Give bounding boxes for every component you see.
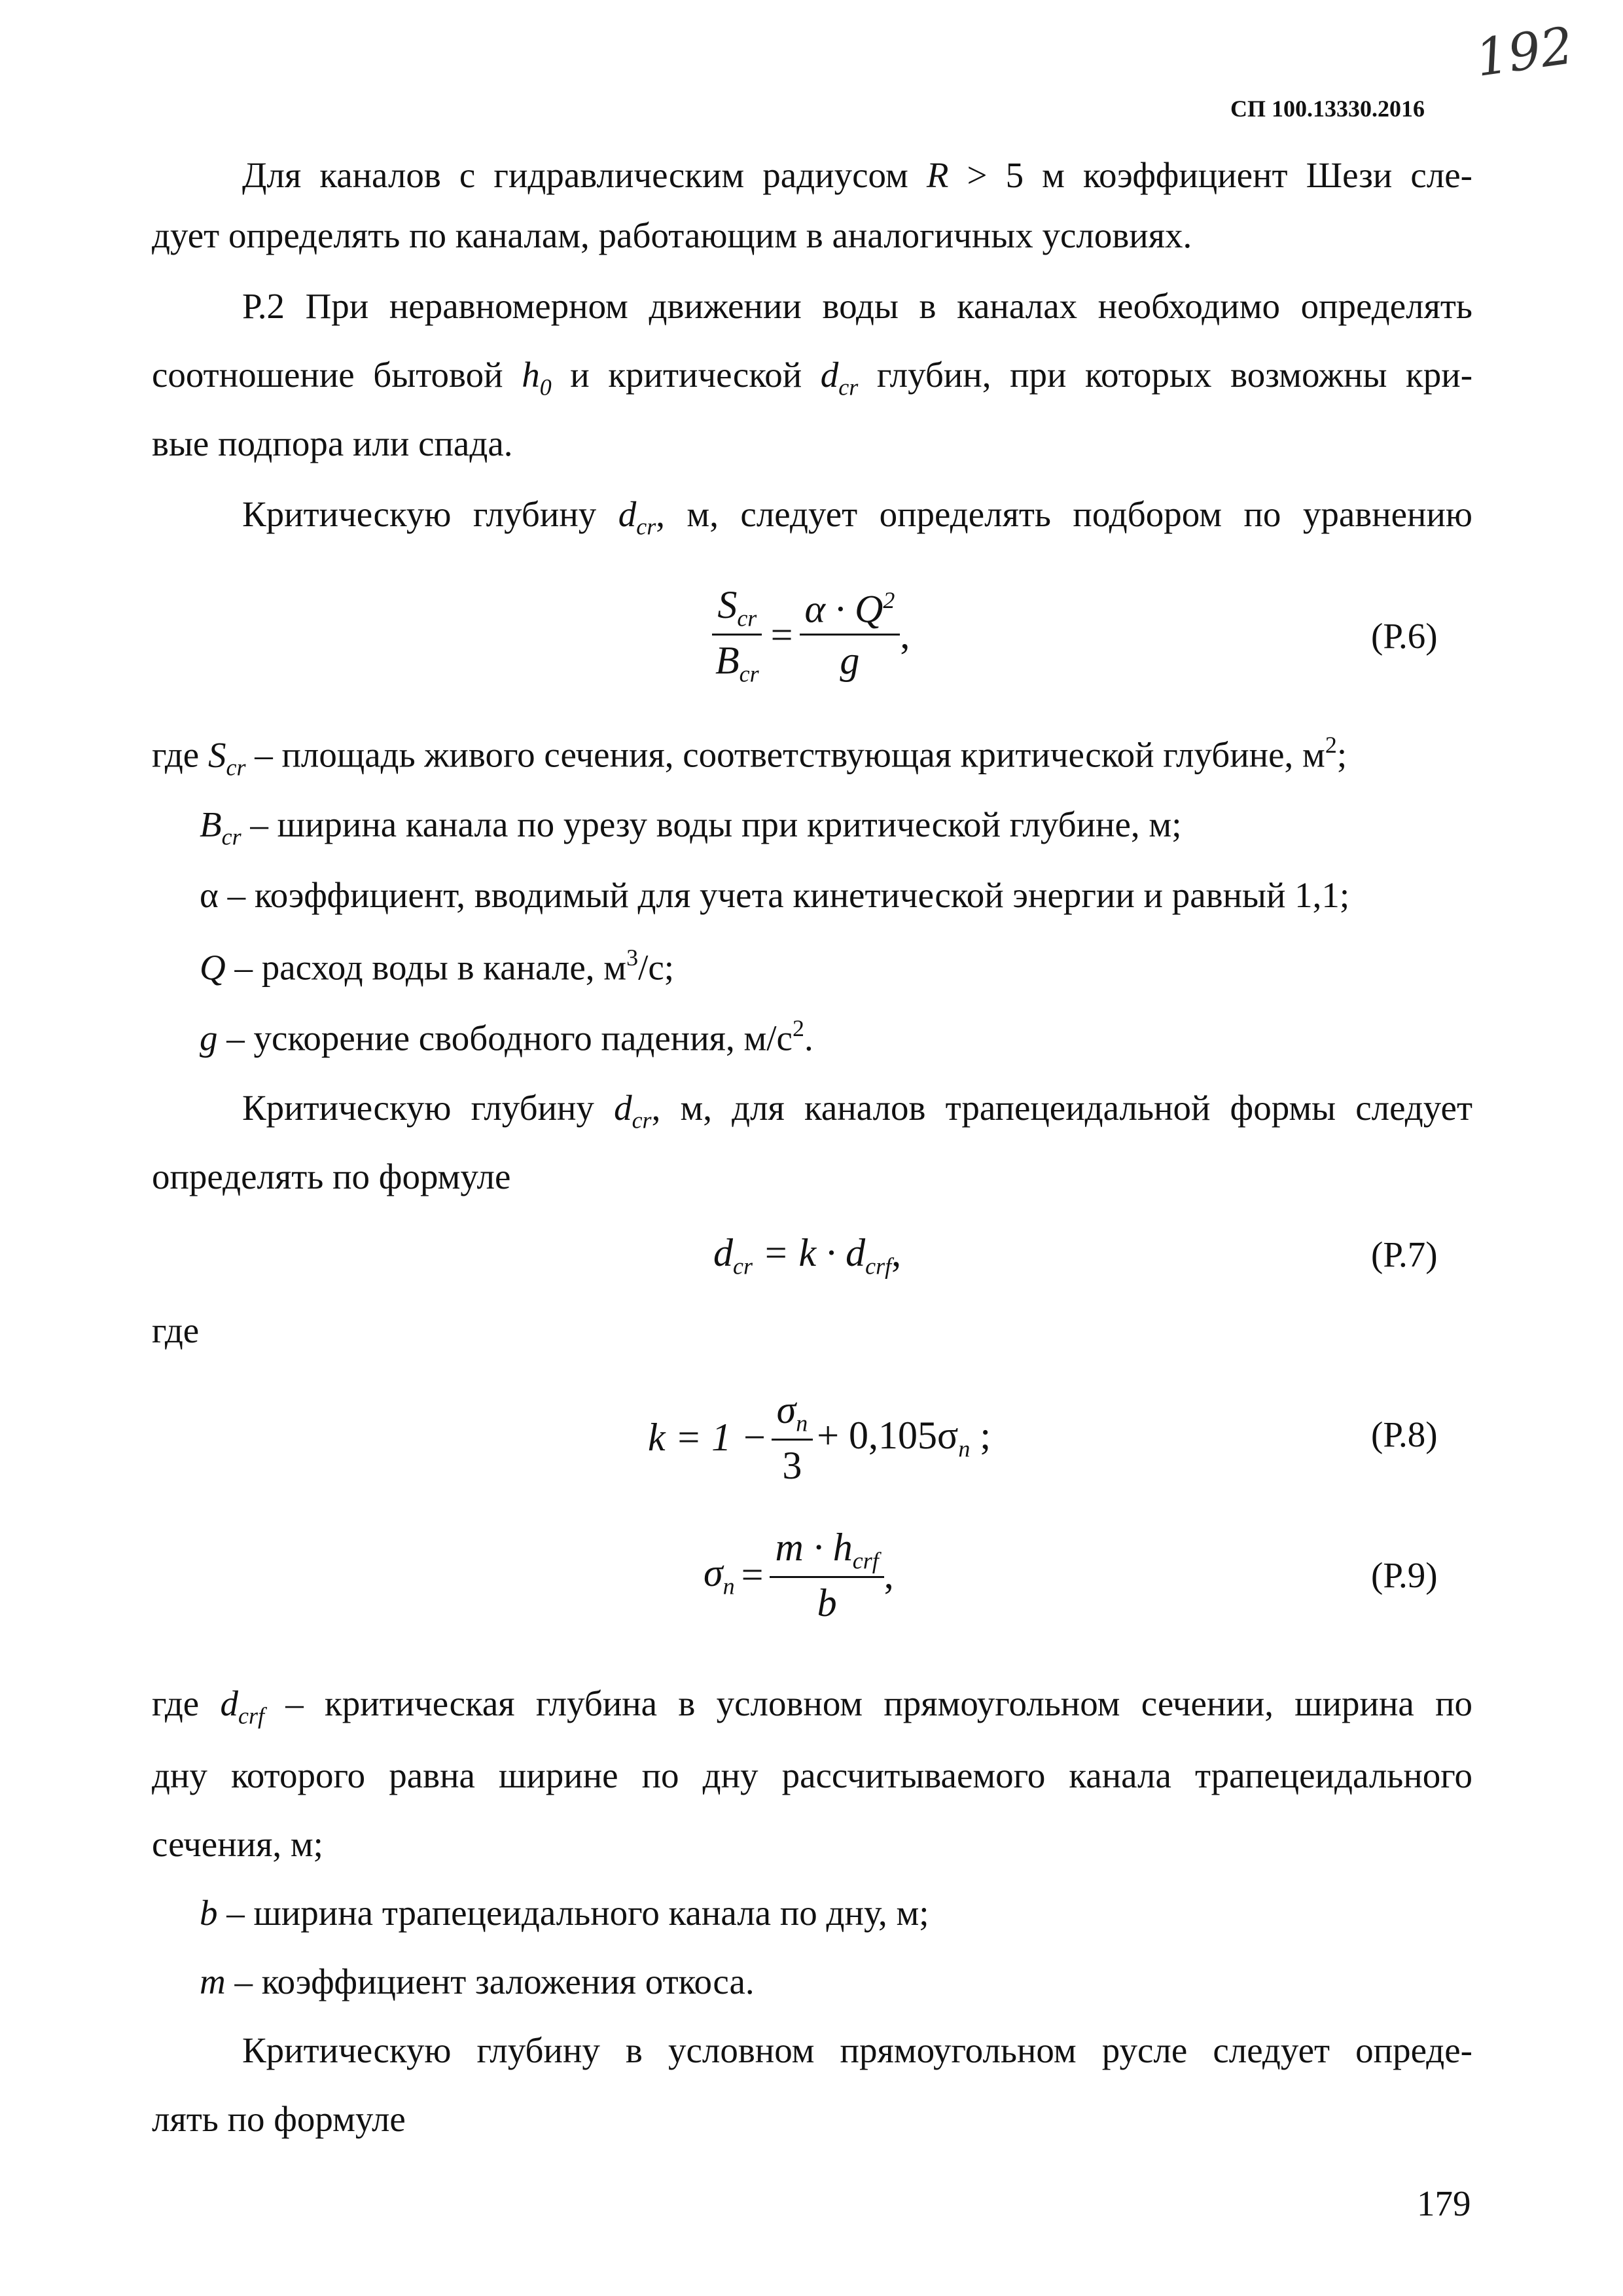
definition-line: сечения, м; <box>152 1824 323 1864</box>
page-number: 179 <box>1417 2183 1471 2223</box>
definition-line: α – коэффициент, вводимый для учета кинетической энергии и равный 1,1; <box>200 875 1350 915</box>
equation-label-p7: (Р.7) <box>1371 1234 1438 1274</box>
equation-label-p6: (Р.6) <box>1371 616 1438 656</box>
paragraph-line: лять по формуле <box>152 2099 406 2139</box>
text: глубин, при которых возможны кри- <box>876 355 1473 395</box>
document-code-header: СП 100.13330.2016 <box>1230 96 1425 122</box>
definition-line: где $d_{crf}$ – критическая глубина в условном прямоугольном сечении, ширина по <box>152 1683 1473 1729</box>
equation-p7: $d_{cr} = k \cdot d_{crf}$, <box>713 1231 902 1280</box>
paragraph-line: Р.2 При неравномерном движении воды в каналах необходимо определять <box>242 286 1472 326</box>
paragraph-line: Критическую глубину в условном прямоугольном русле следует опреде- <box>242 2030 1472 2070</box>
math-h0: $h_0$ <box>522 355 552 401</box>
definition-line: g – ускорение свободного падения, $м/с^2$. <box>200 1015 813 1058</box>
paragraph-line: вые подпора или спада. <box>152 423 513 463</box>
paragraph-line: определять по формуле <box>152 1157 511 1196</box>
handwritten-page-mark: 192 <box>1472 16 1577 88</box>
equation-p9: $\sigma_n$ = $\frac{m \cdot h_{crf}}{b}$ , <box>704 1526 894 1624</box>
text: и критической <box>570 355 802 395</box>
text: Для каналов с гидравлическим радиусом <box>242 155 908 195</box>
equals-sign: = <box>770 613 793 656</box>
fraction-alpha-q2-over-g: $\frac{\alpha \cdot Q^2}{g}$ <box>800 586 901 683</box>
math-dcr: $d_{cr}$ <box>820 355 859 401</box>
where-word: где <box>152 1310 200 1350</box>
paragraph-line <box>242 157 1472 193</box>
paragraph-line <box>152 357 1472 399</box>
fraction-mh-over-b: $\frac{m \cdot h_{crf}}{b}$ <box>770 1525 883 1626</box>
paragraph-line: дует определять по каналам, работающим в аналогичных условиях. <box>152 215 1192 255</box>
fraction-s-over-b: $\frac{S_{cr}}{B_{cr}}$ <box>710 583 764 687</box>
equation-p8: k = 1 − $\frac{\sigma_n}{3}$ + $0,105\sigma_n$ ; <box>648 1388 991 1487</box>
definition-line: b – ширина трапецеидального канала по дну, м; <box>200 1893 929 1933</box>
punct: , <box>900 613 910 656</box>
paragraph-line <box>242 496 1472 539</box>
definition-line: Q – расход воды в канале, $м^3/с$; <box>200 944 675 988</box>
text: , м, следует определять подбором по уравнению <box>656 494 1473 534</box>
text: Критическую глубину <box>242 494 597 534</box>
equation-label-p8: (Р.8) <box>1371 1414 1438 1454</box>
definition-line: дну которого равна ширине по дну рассчитываемого канала трапецеидального <box>152 1755 1472 1795</box>
paragraph-line: Критическую глубину $d_{cr}$, м, для каналов трапецеидальной формы следует <box>242 1088 1472 1134</box>
text: соотношение бытовой <box>152 355 503 395</box>
fraction-sigma-over-3: $\frac{\sigma_n}{3}$ <box>772 1388 813 1488</box>
math-var: R <box>926 155 949 195</box>
math-dcr: $d_{cr}$ <box>618 494 656 540</box>
definition-line: $B_{cr}$ – ширина канала по урезу воды при критической глубине, м; <box>200 804 1182 850</box>
equation-label-p9: (Р.9) <box>1371 1555 1438 1595</box>
equation-p6 <box>710 583 910 687</box>
definition-line: где $S_{cr}$ – площадь живого сечения, соответствующая критической глубине, $м^2$; <box>152 732 1347 781</box>
definition-line: m – коэффициент заложения откоса. <box>200 1962 755 2001</box>
text: м коэффициент Шези сле- <box>1042 155 1472 195</box>
math-cond: > 5 <box>948 155 1043 195</box>
